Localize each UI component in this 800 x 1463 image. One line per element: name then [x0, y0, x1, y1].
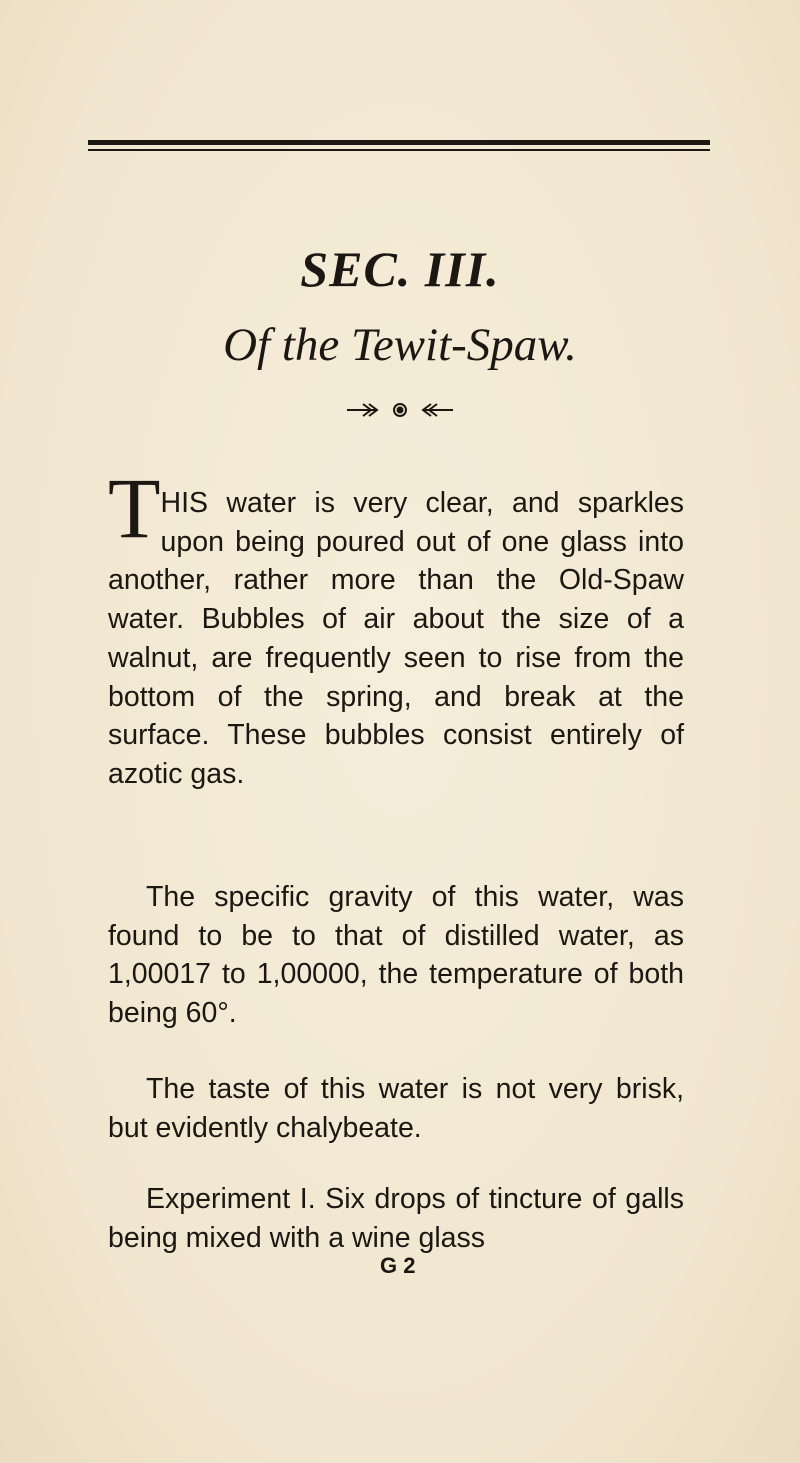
paragraph-1-text: water is very clear, and sparkles upon being poured out of one glass into another, rather more than the Old-Spaw water. Bubbles of air about the size of a walnut, are frequently seen to rise from the bottom of the spring, and break at the surface. These bubbles consist entirely of azotic gas.	[108, 487, 684, 790]
paragraph-3-text: The taste of this water is not very brisk, but evidently chalybeate.	[108, 1073, 684, 1144]
section-number: SEC. III.	[300, 241, 500, 297]
section-title: Of the Tewit-Spaw.	[223, 319, 577, 371]
header-rule-thick	[88, 140, 710, 145]
paragraph-2	[108, 878, 684, 1033]
drop-cap: T	[108, 460, 161, 556]
header-rule-thin	[88, 149, 710, 151]
paragraph-2-text: The specific gravity of this water, was found to be to that of distilled water, as 1,00017 to 1,00000, the temperature of both being 60°.	[108, 881, 684, 1030]
ornament-svg	[345, 396, 455, 424]
floral-ornament-icon	[0, 396, 800, 424]
paragraph-4-text: Experiment I. Six drops of tincture of galls being mixed with a wine glass	[108, 1183, 684, 1254]
paragraph-4	[108, 1180, 684, 1257]
paragraph-1	[108, 460, 684, 794]
paragraph-3	[108, 1070, 684, 1147]
signature-mark: G 2	[380, 1253, 416, 1278]
paragraph-1-smallcaps: HIS	[160, 487, 209, 519]
